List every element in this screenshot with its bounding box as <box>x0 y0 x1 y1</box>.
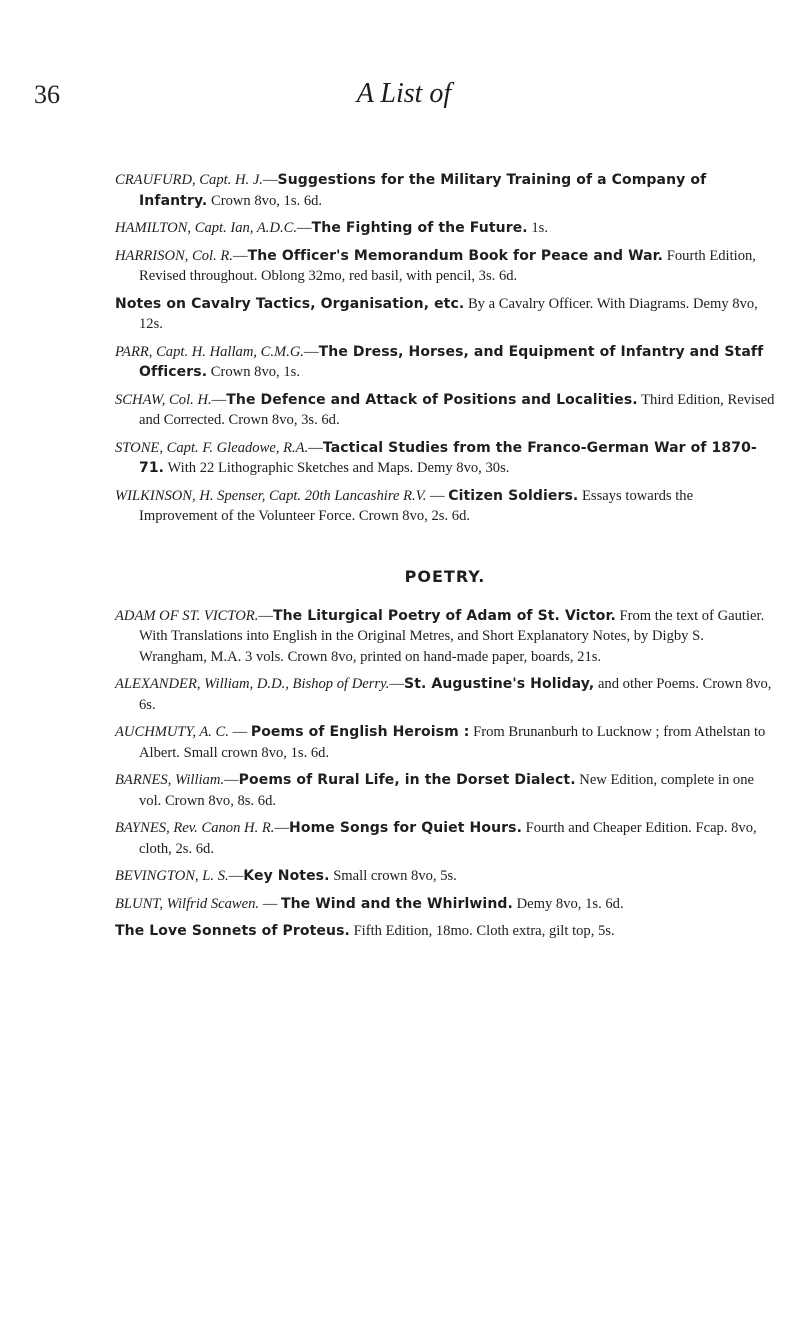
entry-details: Demy 8vo, 1s. 6d. <box>512 895 624 912</box>
entry-title: Poems of English Heroism : <box>250 724 470 740</box>
catalogue-entry <box>115 722 775 763</box>
catalogue-entry <box>115 770 775 811</box>
catalogue-entry <box>115 170 775 211</box>
entry-separator: — <box>304 343 319 360</box>
entry-details: New Edition, complete in one vol. Crown 8vo, 8s. 6d. <box>139 772 754 809</box>
entry-title: The Liturgical Poetry of Adam of St. Victor. <box>272 607 616 624</box>
page-number: 36 <box>34 80 60 109</box>
entry-separator: — <box>228 868 244 884</box>
catalogue-entry <box>115 674 775 715</box>
entry-details: and other Poems. Crown 8vo, 6s. <box>139 676 772 713</box>
entry-author: CRAUFURD, Capt. H. J. <box>115 172 263 188</box>
entry-title: The Fighting of the Future. <box>311 220 528 236</box>
entry-details: Fourth Edition, Revised throughout. Oblong 32mo, red basil, with pencil, 3s. 6d. <box>139 247 756 284</box>
entry-title: The Love Sonnets of Proteus. <box>115 923 350 939</box>
entry-details: Fifth Edition, 18mo. Cloth extra, gilt top, 5s. <box>349 923 615 939</box>
entry-title: The Dress, Horses, and Equipment of Infantry and Staff Officers. <box>139 343 764 380</box>
entry-title: The Wind and the Whirlwind. <box>280 895 513 912</box>
poetry-list <box>115 606 775 942</box>
entry-separator: — <box>232 247 248 264</box>
entry-author: BAYNES, Rev. Canon H. R. <box>115 820 275 836</box>
entry-separator: — <box>297 220 312 236</box>
entry-title: Poems of Rural Life, in the Dorset Dialect. <box>238 772 576 788</box>
page-header <box>34 80 774 120</box>
entry-separator: — <box>259 895 281 912</box>
entry-details: With 22 Lithographic Sketches and Maps. Demy 8vo, 30s. <box>164 460 510 476</box>
entry-title: Home Songs for Quiet Hours. <box>289 820 522 836</box>
entry-author: BLUNT, Wilfrid Scawen. <box>115 895 260 912</box>
entry-title: The Defence and Attack of Positions and Localities. <box>226 391 638 408</box>
entry-details: Crown 8vo, 1s. 6d. <box>207 192 323 209</box>
catalogue-entry <box>115 486 775 527</box>
entry-author: HARRISON, Col. R. <box>115 247 233 264</box>
entry-details: Small crown 8vo, 5s. <box>329 868 457 884</box>
catalogue-entry <box>115 438 775 479</box>
catalogue-entry <box>115 894 775 915</box>
entry-separator: — <box>224 772 239 788</box>
entry-details: Essays towards the Improvement of the Volunteer Force. Crown 8vo, 2s. 6d. <box>139 487 694 524</box>
catalogue-entry <box>115 294 775 335</box>
catalogue-entry <box>115 818 775 859</box>
entry-author: STONE, Capt. F. Gleadowe, R.A. <box>115 439 309 456</box>
entry-title: The Officer's Memorandum Book for Peace and War. <box>247 247 664 264</box>
entry-details: From the text of Gautier. With Translations into English in the Original Metres, and Short Explanatory Notes, by Digby S. Wrangham, M.A. 3 vols. Crown 8vo, printed on hand-made paper, boards, 21s. <box>139 607 765 665</box>
catalogue-entry <box>115 921 775 942</box>
entry-author: ADAM OF ST. VICTOR. <box>115 607 259 624</box>
catalogue-entry <box>115 246 775 287</box>
catalogue-entry <box>115 866 775 887</box>
running-title: A List of <box>356 78 452 109</box>
entry-title: St. Augustine's Holiday, <box>404 676 595 692</box>
catalogue-entry <box>115 342 775 383</box>
entry-separator: — <box>258 607 273 624</box>
entry-separator: — <box>308 439 323 456</box>
military-list <box>115 170 775 527</box>
entry-author: BARNES, William. <box>115 772 225 788</box>
entry-author: BEVINGTON, L. S. <box>115 868 229 884</box>
entry-separator: — <box>211 391 227 408</box>
entry-author: HAMILTON, Capt. Ian, A.D.C. <box>115 220 298 236</box>
catalogue-entry <box>115 606 775 668</box>
entry-separator: — <box>274 820 290 836</box>
entry-details: Third Edition, Revised and Corrected. Crown 8vo, 3s. 6d. <box>139 391 775 428</box>
entry-details: Crown 8vo, 1s. <box>207 364 300 380</box>
entry-title: Notes on Cavalry Tactics, Organisation, etc. <box>115 295 465 312</box>
entry-details: Fourth and Cheaper Edition. Fcap. 8vo, cloth, 2s. 6d. <box>139 820 757 857</box>
entry-title: Key Notes. <box>243 868 330 884</box>
entry-author: AUCHMUTY, A. C. <box>115 724 229 740</box>
entry-details: 1s. <box>527 220 549 236</box>
entry-title: Tactical Studies from the Franco-German War of 1870-71. <box>139 439 757 476</box>
entry-separator: — <box>426 487 449 504</box>
catalogue-entry <box>115 390 775 431</box>
entry-details: By a Cavalry Officer. With Diagrams. Demy 8vo, 12s. <box>139 295 758 332</box>
entry-author: PARR, Capt. H. Hallam, C.M.G. <box>115 343 305 360</box>
entry-separator: — <box>228 724 251 740</box>
page-content <box>115 170 775 949</box>
entry-details: From Brunanburh to Lucknow ; from Athelstan to Albert. Small crown 8vo, 1s. 6d. <box>139 724 766 761</box>
entry-separator: — <box>262 172 278 188</box>
entry-author: SCHAW, Col. H. <box>115 391 212 408</box>
entry-separator: — <box>389 676 405 692</box>
entry-author: ALEXANDER, William, D.D., Bishop of Derry. <box>115 676 390 692</box>
section-heading-poetry: POETRY. <box>404 566 486 586</box>
entry-title: Suggestions for the Military Training of a Company of Infantry. <box>139 172 707 209</box>
catalogue-entry <box>115 218 775 239</box>
entry-author: WILKINSON, H. Spenser, Capt. 20th Lancashire R.V. <box>115 487 427 504</box>
entry-title: Citizen Soldiers. <box>448 487 579 504</box>
